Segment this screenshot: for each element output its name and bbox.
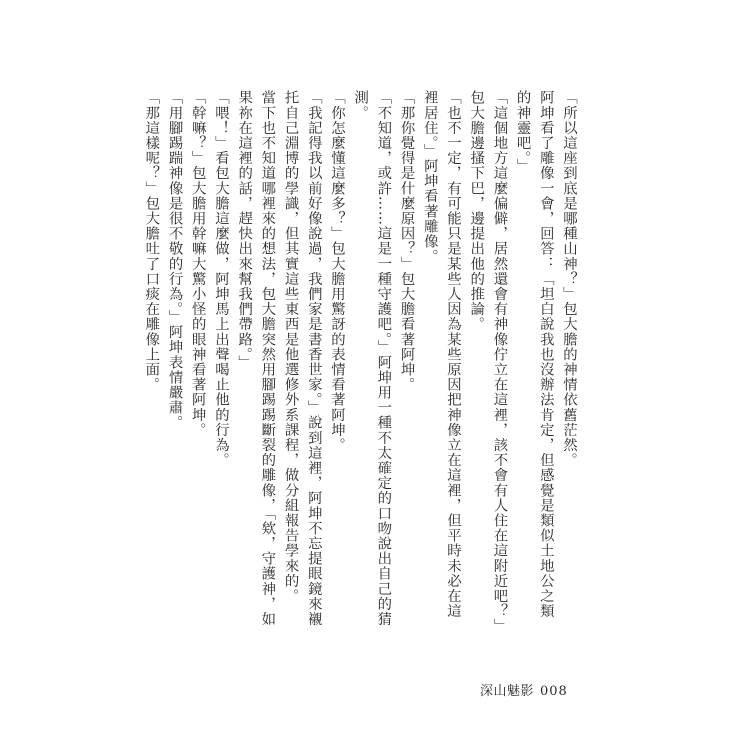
paragraph: 「那你覺得是什麼原因？」包大膽看著阿坤。 <box>398 90 415 392</box>
running-title: 深山魅影 <box>480 684 535 699</box>
page-number: 008 <box>540 684 568 699</box>
paragraph: 「用腳踢踹神像是很不敬的行為。」阿坤表情嚴肅。 <box>166 90 183 431</box>
paragraph: 「所以這座到底是哪種山神？」包大膽的神情依舊茫然。 <box>561 90 577 468</box>
paragraph: 當下也不知道哪裡來的想法，包大膽突然用腳踢踢斷裂的雕像，「欸，守護神，如果祢在這裡的話，趕快出來幫我們帶路。」 <box>236 90 276 627</box>
page-footer <box>480 680 600 700</box>
paragraph: 「那這樣呢？」包大膽吐了口痰在雕像上面。 <box>143 90 160 392</box>
paragraph: 「也不一定，有可能只是某些人因為某些原因把神像立在這裡，但平時未必在這裡居住。」阿坤看著雕像。 <box>421 90 461 619</box>
paragraph: 「我記得我以前好像說過，我們家是書香世家。」說到這裡，阿坤不忘提眼鏡來襯托自己淵博的學識，但其實這些東西是他選修外系課程，做分組報告學來的。 <box>282 90 322 627</box>
paragraph: 「你怎麼懂這麼多？」包大膽用驚訝的表情看著阿坤。 <box>328 90 345 453</box>
paragraph: 「這個地方這麼偏僻，居然還會有神像佇立在這裡，該不會有人住在這附近吧？」包大膽邊搔下巴，邊提出他的推論。 <box>468 90 508 627</box>
vertical-text-body <box>143 90 580 630</box>
paragraph: 阿坤看了雕像一會，回答：「坦白說我也沒辦法肯定，但感覺是類似土地公之類的神靈吧。」 <box>514 90 554 619</box>
paragraph: 「喂！」看包大膽這麼做，阿坤馬上出聲喝止他的行為。 <box>212 90 229 468</box>
paragraph: 「不知道，或許……這是一種守護吧。」阿坤用一種不太確定的口吻說出自己的猜測。 <box>352 90 392 627</box>
paragraph: 「幹嘛？」包大膽用幹嘛大驚小怪的眼神看著阿坤。 <box>189 90 206 438</box>
